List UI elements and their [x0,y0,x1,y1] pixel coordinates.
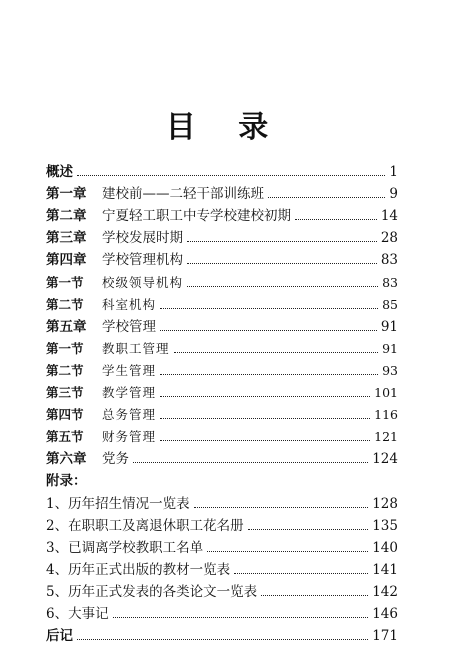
toc-entry [46,224,398,246]
toc-entry [46,202,398,224]
toc-entry [46,401,398,423]
toc-entry-page: 83 [382,274,398,290]
toc-entry-title: 校级领导机构 [102,274,184,290]
toc-entry-number: 第三章 [46,230,87,247]
dot-leader [160,308,378,309]
toc-entry-page: 141 [372,561,398,578]
dot-leader [234,573,368,574]
toc-entry-title: 5、历年正式发表的各类论文一览表 [46,583,258,600]
dot-leader [160,440,370,441]
toc-entry-number: 第二节 [46,362,84,378]
toc-entry-title: 总务管理 [102,407,157,423]
toc-entry [46,379,398,401]
toc-entry-title: 学校管理 [102,318,156,335]
toc-entry [46,622,398,644]
toc-entry [46,578,398,600]
dot-leader [160,330,377,331]
toc-entry-page: 116 [374,407,398,423]
toc-entry-number: 第四节 [46,407,84,423]
dot-leader [207,551,368,552]
toc-entry [46,291,398,313]
toc-entry-title: 1、历年招生情况一览表 [46,495,190,512]
toc-entry [46,423,398,445]
toc-entry-page: 142 [372,583,398,600]
toc-entry-title: 3、已调离学校教职工名单 [46,539,204,556]
toc-entry-page: 128 [372,495,398,512]
dot-leader [187,263,377,264]
toc-entry-page: 91 [382,340,398,356]
toc-entry-title: 6、大事记 [46,605,109,622]
toc-entry-number: 第三节 [46,385,84,401]
toc-entry-page: 14 [380,208,398,225]
toc-entry [46,556,398,578]
dot-leader [160,418,370,419]
toc-entry-number: 第二章 [46,208,87,225]
toc-entry-number: 第一章 [46,186,87,203]
toc-entry-number: 第五节 [46,429,84,445]
toc-entry-title: 学生管理 [102,362,157,378]
dot-leader [77,639,368,640]
toc-entry-title: 党务 [102,451,129,468]
toc-entry [46,246,398,268]
toc-entry [46,534,398,556]
dot-leader [295,219,377,220]
dot-leader [133,462,368,463]
toc-entry-title: 科室机构 [102,296,157,312]
toc-entry-title: 附录： [46,473,87,490]
dot-leader [248,529,369,530]
toc-entry-title: 教职工管理 [102,340,170,356]
toc-entry [46,180,398,202]
toc-entry-page: 124 [372,451,398,468]
toc-entry-page: 85 [382,296,398,312]
dot-leader [160,374,378,375]
dot-leader [268,197,385,198]
toc-entry-page: 83 [380,252,398,269]
toc-entry [46,600,398,622]
dot-leader [194,507,369,508]
toc-entry [46,357,398,379]
toc-entry-page: 9 [389,186,398,203]
toc-entry-page: 135 [372,517,398,534]
toc-entry-number: 第一节 [46,340,84,356]
toc-entry-page: 1 [389,164,398,181]
toc-entry-title: 概述 [46,164,73,181]
toc-entry-title: 建校前——二轻干部训练班 [102,186,264,203]
toc-entry-title: 后记 [46,628,73,645]
toc-entry-title: 宁夏轻工职工中专学校建校初期 [102,208,291,225]
toc-entry-number: 第一节 [46,274,84,290]
toc-entry [46,158,398,180]
dot-leader [261,595,368,596]
toc-entry [46,268,398,290]
toc-entry-number: 第六章 [46,451,87,468]
toc-entry-number: 第二节 [46,296,84,312]
toc-entry-page: 93 [382,362,398,378]
toc-entry-page: 146 [372,605,398,622]
dot-leader [77,175,385,176]
toc-entry-title: 学校管理机构 [102,252,183,269]
toc-entry-page: 101 [374,385,398,401]
toc-entry [46,313,398,335]
toc-entry-page: 91 [380,318,398,335]
toc-entry-title: 4、历年正式出版的教材一览表 [46,561,231,578]
table-of-contents [46,158,398,644]
toc-entry [46,489,398,511]
toc-entry-title: 2、在职职工及离退休职工花名册 [46,517,244,534]
toc-entry [46,512,398,534]
toc-entry [46,335,398,357]
dot-leader [187,286,378,287]
toc-entry [46,445,398,467]
toc-entry-number: 第四章 [46,252,87,269]
toc-entry-page: 121 [374,429,398,445]
dot-leader [160,396,370,397]
dot-leader [187,241,377,242]
toc-entry-number: 第五章 [46,318,87,335]
toc-entry-page: 28 [380,230,398,247]
toc-entry-title: 财务管理 [102,429,157,445]
page-title: 目 录 [165,110,285,145]
toc-entry-page: 171 [372,628,398,645]
toc-entry-page: 140 [372,539,398,556]
toc-entry [46,467,398,489]
dot-leader [174,352,379,353]
toc-entry-title: 教学管理 [102,385,157,401]
toc-entry-title: 学校发展时期 [102,230,183,247]
dot-leader [113,617,369,618]
